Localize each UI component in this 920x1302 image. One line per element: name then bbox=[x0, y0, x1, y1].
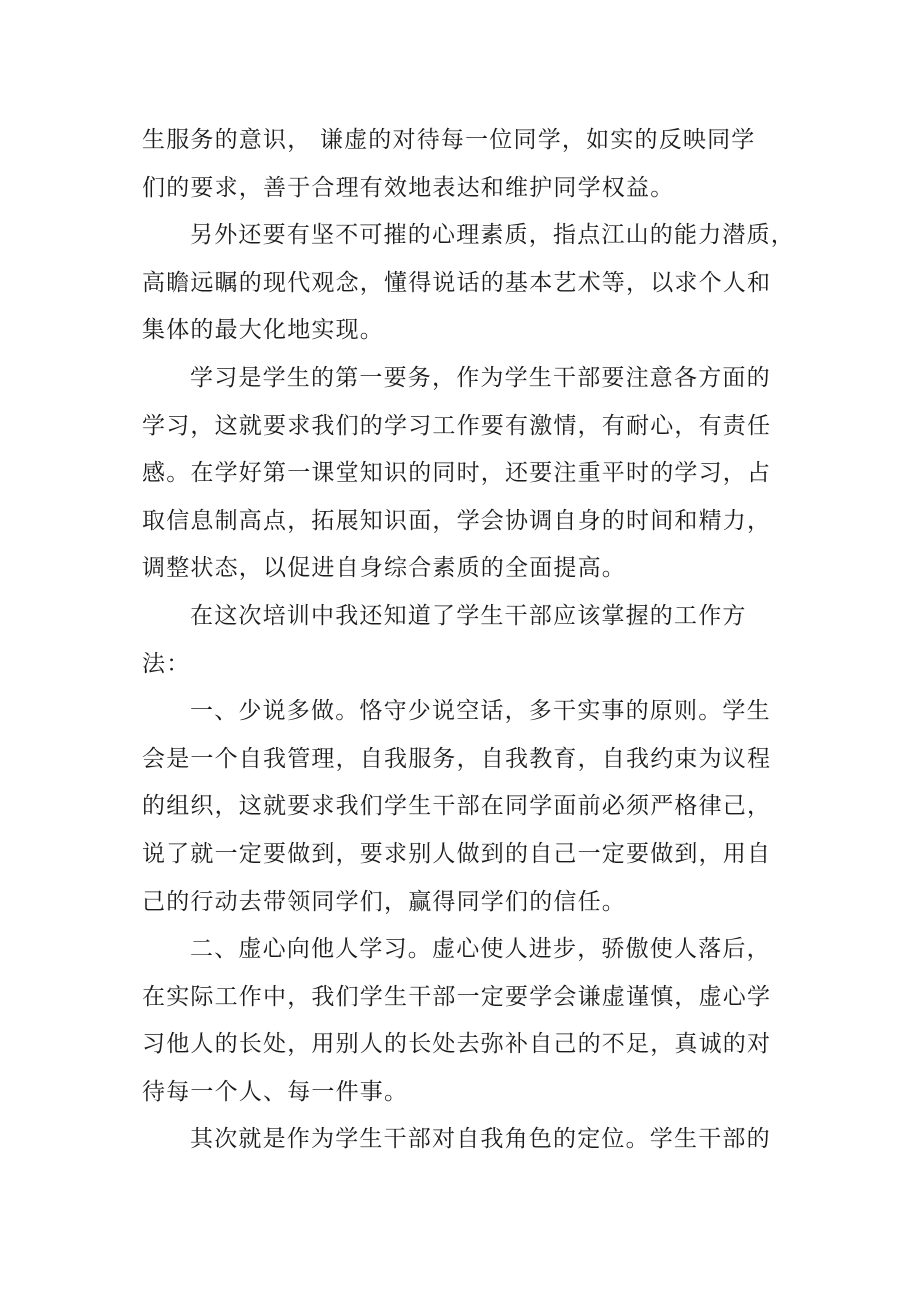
text-line: 己的行动去带领同学们，赢得同学们的信任。 bbox=[142, 888, 626, 915]
text-line: 习他人的长处，用别人的长处去弥补自己的不足，真诚的对 bbox=[142, 1031, 772, 1058]
text-line: 集体的最大化地实现。 bbox=[142, 317, 384, 344]
text-line: 学习是学生的第一要务，作为学生干部要注意各方面的 bbox=[190, 364, 771, 391]
text-line: 说了就一定要做到，要求别人做到的自己一定要做到，用自 bbox=[142, 840, 772, 867]
text-line: 的组织，这就要求我们学生干部在同学面前必须严格律己， bbox=[142, 793, 772, 820]
text-line: 法： bbox=[142, 650, 191, 677]
text-line: 感。在学好第一课堂知识的同时，还要注重平时的学习，占 bbox=[142, 460, 772, 487]
text-line: 其次就是作为学生干部对自我角色的定位。学生干部的 bbox=[190, 1126, 771, 1153]
text-line: 生服务的意识， 谦虚的对待每一位同学，如实的反映同学 bbox=[142, 127, 756, 153]
text-line: 调整状态，以促进自身综合素质的全面提高。 bbox=[142, 555, 626, 582]
text-line: 高瞻远瞩的现代观念，懂得说话的基本艺术等，以求个人和 bbox=[142, 269, 772, 296]
document-body bbox=[142, 117, 795, 1164]
text-line: 在这次培训中我还知道了学生干部应该掌握的工作方 bbox=[190, 602, 747, 629]
text-line: 学习，这就要求我们的学习工作要有激情，有耐心，有责任 bbox=[142, 412, 772, 439]
text-line: 待每一个人、每一件事。 bbox=[142, 1078, 409, 1105]
text-line: 另外还要有坚不可摧的心理素质，指点江山的能力潜质， bbox=[190, 222, 795, 249]
text-line: 一、少说多做。恪守少说空话，多干实事的原则。学生 bbox=[190, 698, 771, 725]
text-line: 们的要求，善于合理有效地表达和维护同学权益。 bbox=[142, 174, 675, 201]
text-line: 二、虚心向他人学习。虚心使人进步，骄傲使人落后， bbox=[190, 936, 771, 963]
text-line: 在实际工作中，我们学生干部一定要学会谦虚谨慎，虚心学 bbox=[142, 983, 772, 1010]
text-line: 会是一个自我管理，自我服务，自我教育，自我约束为议程 bbox=[142, 745, 772, 772]
text-line: 取信息制高点，拓展知识面，学会协调自身的时间和精力， bbox=[142, 507, 772, 534]
